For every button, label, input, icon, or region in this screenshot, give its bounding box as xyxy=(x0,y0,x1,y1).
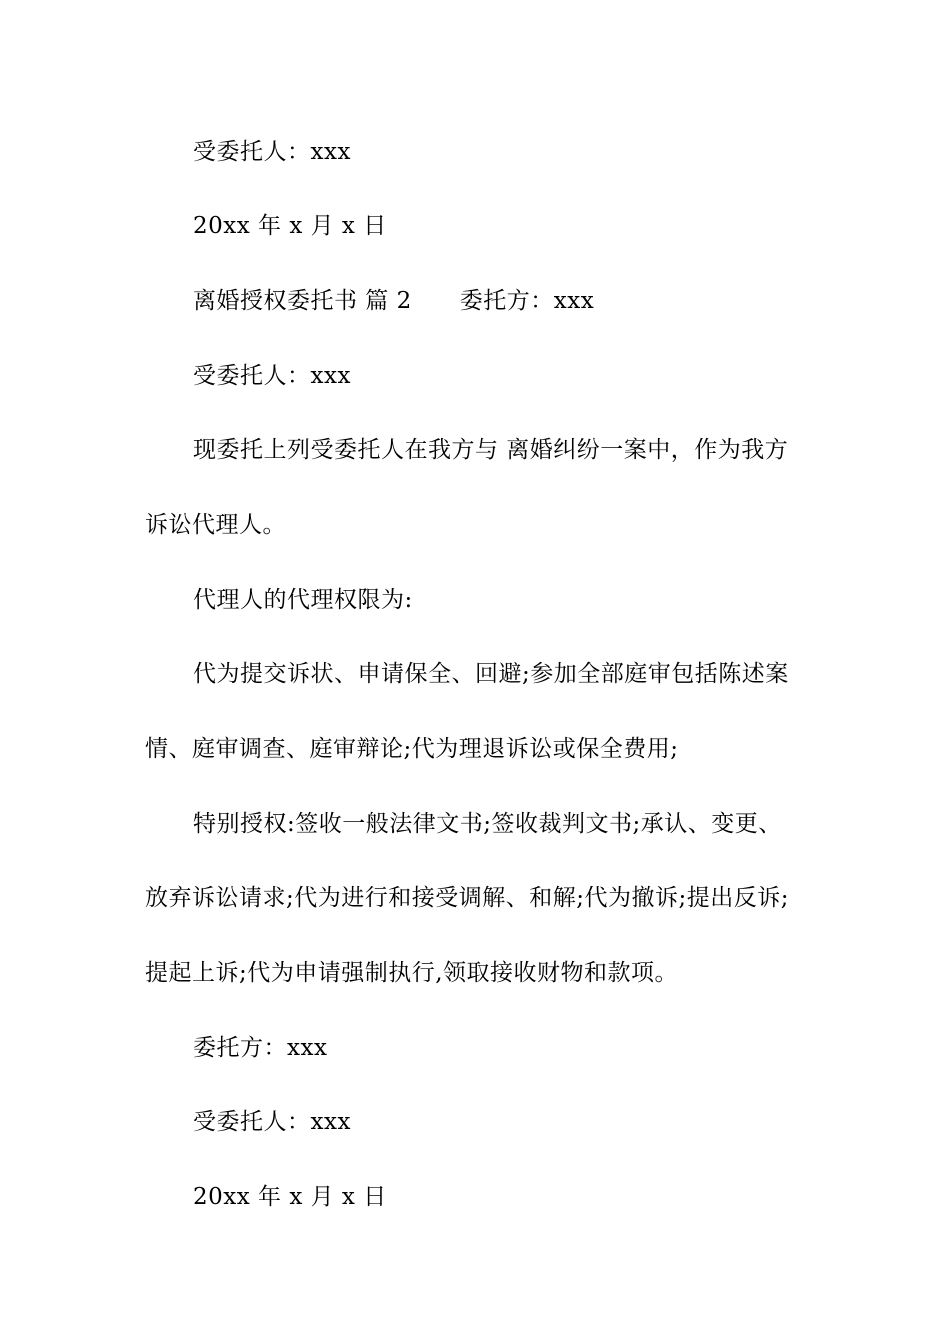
principal-label: 委托方：xxx xyxy=(459,288,595,314)
body-paragraph-1-line-2: 诉讼代理人。 xyxy=(145,512,286,538)
trustee-line-3: 受委托人：xxx xyxy=(193,1109,351,1135)
trustee-line-1: 受委托人：xxx xyxy=(193,139,351,165)
body-paragraph-3-line-3: 提起上诉;代为申请强制执行,领取接收财物和款项。 xyxy=(145,960,679,986)
section-title: 离婚授权委托书 篇 2 xyxy=(193,288,412,314)
principal-line: 委托方：xxx xyxy=(193,1035,328,1061)
authority-heading: 代理人的代理权限为: xyxy=(193,587,413,613)
body-paragraph-2-line-2: 情、庭审调查、庭审辩论;代为理退诉讼或保全费用; xyxy=(145,736,679,762)
body-paragraph-2-line-1: 代为提交诉状、申请保全、回避;参加全部庭审包括陈述案 xyxy=(193,661,789,687)
date-line-1: 20xx 年 x 月 x 日 xyxy=(193,213,387,239)
body-paragraph-3-line-1: 特别授权:签收一般法律文书;签收裁判文书;承认、变更、 xyxy=(193,811,782,837)
date-line-2: 20xx 年 x 月 x 日 xyxy=(193,1184,387,1210)
trustee-line-2: 受委托人：xxx xyxy=(193,363,351,389)
body-paragraph-3-line-2: 放弃诉讼请求;代为进行和接受调解、和解;代为撤诉;提出反诉; xyxy=(145,885,789,911)
body-paragraph-1-line-1: 现委托上列受委托人在我方与 离婚纠纷一案中，作为我方 xyxy=(193,437,789,463)
section-title-line xyxy=(193,286,825,316)
